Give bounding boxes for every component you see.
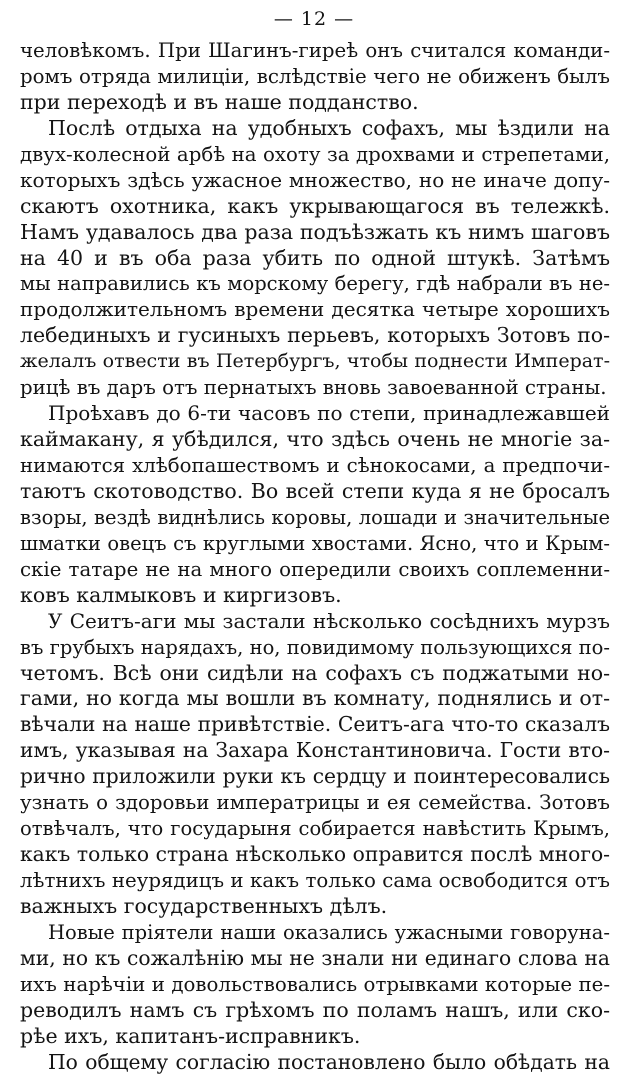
text-line: Намъ удавалось два раза подъѣзжать къ нимъ шаговъ [20,219,610,244]
text-line: По общему согласію постановлено было обѣдать на [48,1049,610,1074]
text-line: имъ, указывая на Захара Константиновича. Гости вто- [20,738,610,763]
text-line: реводилъ намъ съ грѣхомъ по поламъ нашъ, или ско- [20,997,610,1022]
text-line: рѣе ихъ, капитанъ-исправникъ. [20,1023,361,1048]
body-text [20,38,610,1076]
text-line: ихъ нарѣчіи и довольствовались отрывками которые пе- [20,972,610,996]
text-line: ми, но къ сожалѣнію мы не знали ни единаго слова на [20,945,610,970]
text-line: продолжительномъ времени десятка четыре хорошихъ [20,297,610,322]
page-number: — 12 — [273,8,355,30]
text-line: гами, но когда мы вошли въ комнату, поднялись и от- [20,686,610,711]
text-line: ромъ отряда милиціи, вслѣдствіе чего не обиженъ былъ [20,64,610,88]
text-line: отвѣчалъ, что государыня собирается навѣстить Крымъ, [20,817,610,841]
text-line: мы направились къ морскому берегу, гдѣ набрали въ не- [20,272,610,296]
paragraph [20,1050,610,1076]
text-line: таютъ скотоводство. Во всей степи куда я не бросалъ [20,478,610,503]
text-line: каймакану, я убѣдился, что здѣсь очень не многіе за- [20,427,610,452]
text-line: Проѣхавъ до 6-ти часовъ по степи, принадлежавшей [48,401,610,426]
paragraph [20,116,610,401]
text-line: на 40 и въ оба раза убить по одной штукѣ. Затѣмъ [20,245,610,270]
paragraph [20,609,610,920]
text-line: важныхъ государственныхъ дѣлъ. [20,893,388,918]
paragraph [20,401,610,609]
text-line: У Сеитъ-аги мы застали нѣсколько сосѣднихъ мурзъ [48,608,610,633]
text-line: шматки овецъ съ круглыми хвостами. Ясно, что и Крым- [20,531,610,555]
text-line: лебединыхъ и гусиныхъ перьевъ, которыхъ Зотовъ по- [20,323,610,348]
text-line: скаютъ охотника, какъ укрывающагося въ тележкѣ. [20,193,610,218]
text-line: рично приложили руки къ сердцу и поинтересовались [20,764,610,789]
text-line: двух-колесной арбѣ на охоту за дрохвами и стрепетами, [20,142,610,166]
text-line: Новые пріятели наши оказались ужасными говоруна- [48,920,610,944]
text-line: узнать о здоровьи императрицы и ея семейства. Зотовъ [20,791,610,815]
text-line: вѣчали на наше привѣтствіе. Сеитъ-ага что-то сказалъ [20,712,610,737]
text-line: которыхъ здѣсь ужасное множество, но не иначе допу- [20,167,610,192]
text-line: желалъ отвести въ Петербургъ, чтобы поднести Императ- [20,350,610,373]
text-line: при переходѣ и въ наше подданство. [20,89,419,114]
text-line: Послѣ отдыха на удобныхъ софахъ, мы ѣздили на [48,115,610,140]
text-line: нимаются хлѣбопашествомъ и сѣнокосами, а предпочи- [20,454,610,477]
text-line: въ грубыхъ нарядахъ, но, повидимому пользующихся по- [20,635,610,659]
text-line: какъ только страна нѣсколько оправится послѣ много- [20,842,610,867]
text-line: человѣкомъ. При Шагинъ-гиреѣ онъ считался команди- [20,39,610,62]
text-line: скіе татаре не на много опередили своихъ соплеменни- [20,557,610,581]
text-line: четомъ. Всѣ они сидѣли на софахъ съ поджатыми но- [20,660,610,685]
paragraph [20,38,610,116]
text-line: взоры, вездѣ виднѣлись коровы, лошади и значительные [20,505,610,529]
text-line: лѣтнихъ неурядицъ и какъ только сама освободится отъ [20,869,610,892]
text-line: ковъ калмыковъ и киргизовъ. [20,582,342,607]
paragraph [20,920,610,1050]
text-line: рицѣ въ даръ отъ пернатыхъ вновь завоеванной страны. [20,376,607,400]
